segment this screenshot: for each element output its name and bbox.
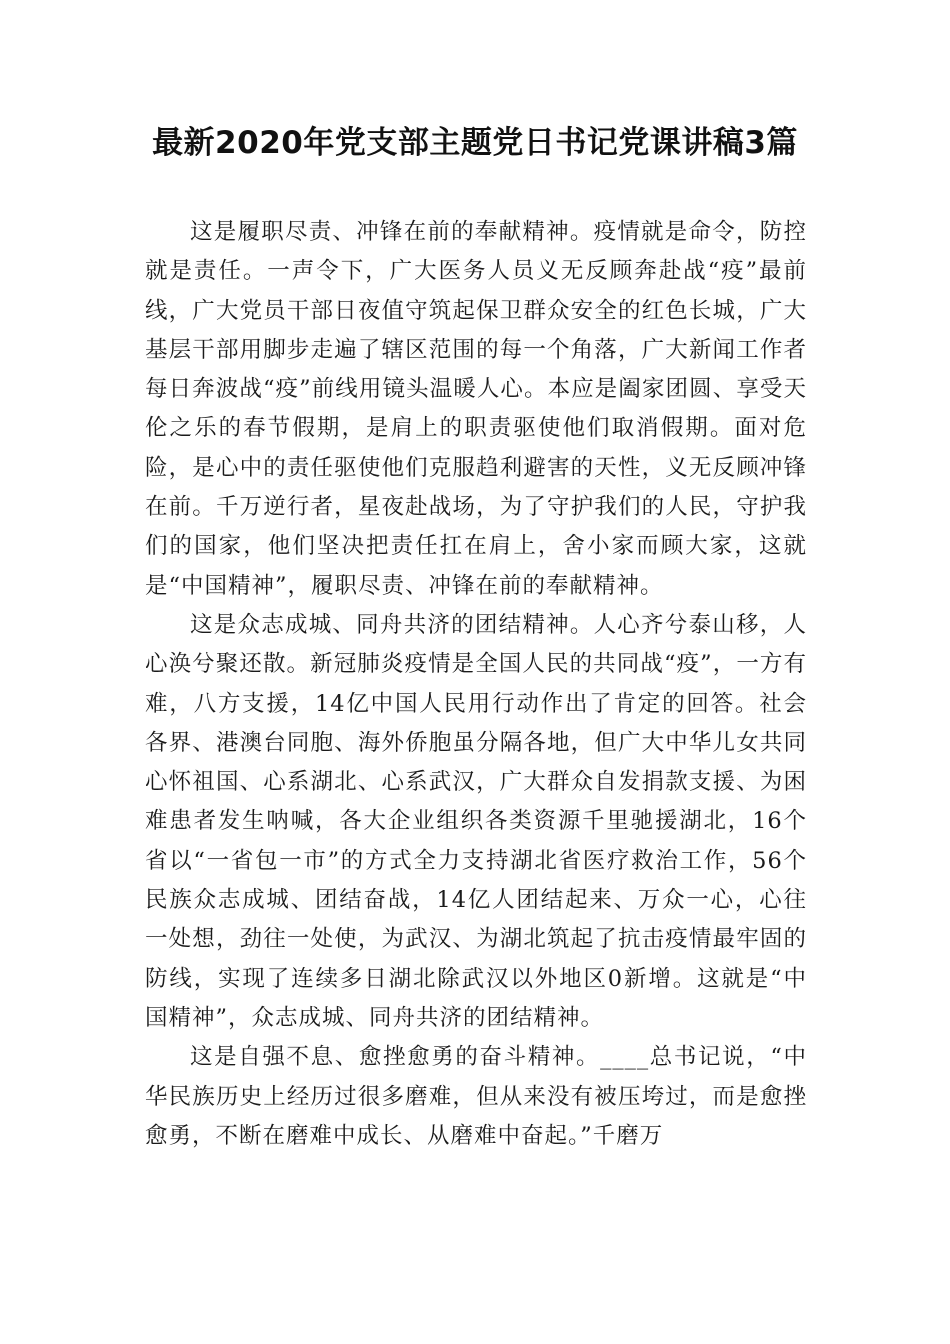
paragraph-unity: 这是众志成城、同舟共济的团结精神。人心齐兮泰山移，人心涣兮聚还散。新冠肺炎疫情是全国人民的共同战“疫”，一方有难，八方支援，14亿中国人民用行动作出了肯定的回答。社会各界、港澳台同胞、海外侨胞虽分隔各地，但广大中华儿女共同心怀祖国、心系湖北、心系武汉，广大群众自发捐款支援、为困难患者发生呐喊，各大企业组织各类资源千里驰援湖北，16个省以“一省包一市”的方式全力支持湖北省医疗救治工作，56个民族众志成城、团结奋战，14亿人团结起来、万众一心，心往一处想，劲往一处使，为武汉、为湖北筑起了抗击疫情最牢固的防线，实现了连续多日湖北除武汉以外地区0新增。这就是“中国精神”，众志成城、同舟共济的团结精神。 [145,611,807,1031]
document-body [145,213,807,1156]
paragraph-struggle: 这是自强不息、愈挫愈勇的奋斗精神。____总书记说，“中华民族历史上经历过很多磨难，但从来没有被压垮过，而是愈挫愈勇，不断在磨难中成长、从磨难中奋起。”千磨万 [145,1044,807,1149]
document-title: 最新2020年党支部主题党日书记党课讲稿3篇 [152,125,798,161]
paragraph-dedication: 这是履职尽责、冲锋在前的奉献精神。疫情就是命令，防控就是责任。一声令下，广大医务人员义无反顾奔赴战“疫”最前线，广大党员干部日夜值守筑起保卫群众安全的红色长城，广大基层干部用脚步走遍了辖区范围的每一个角落，广大新闻工作者每日奔波战“疫”前线用镜头温暖人心。本应是阖家团圆、享受天伦之乐的春节假期，是肩上的职责驱使他们取消假期。面对危险，是心中的责任驱使他们克服趋利避害的天性，义无反顾冲锋在前。千万逆行者，星夜赴战场，为了守护我们的人民，守护我们的国家，他们坚决把责任扛在肩上，舍小家而顾大家，这就是“中国精神”，履职尽责、冲锋在前的奉献精神。 [145,219,807,599]
